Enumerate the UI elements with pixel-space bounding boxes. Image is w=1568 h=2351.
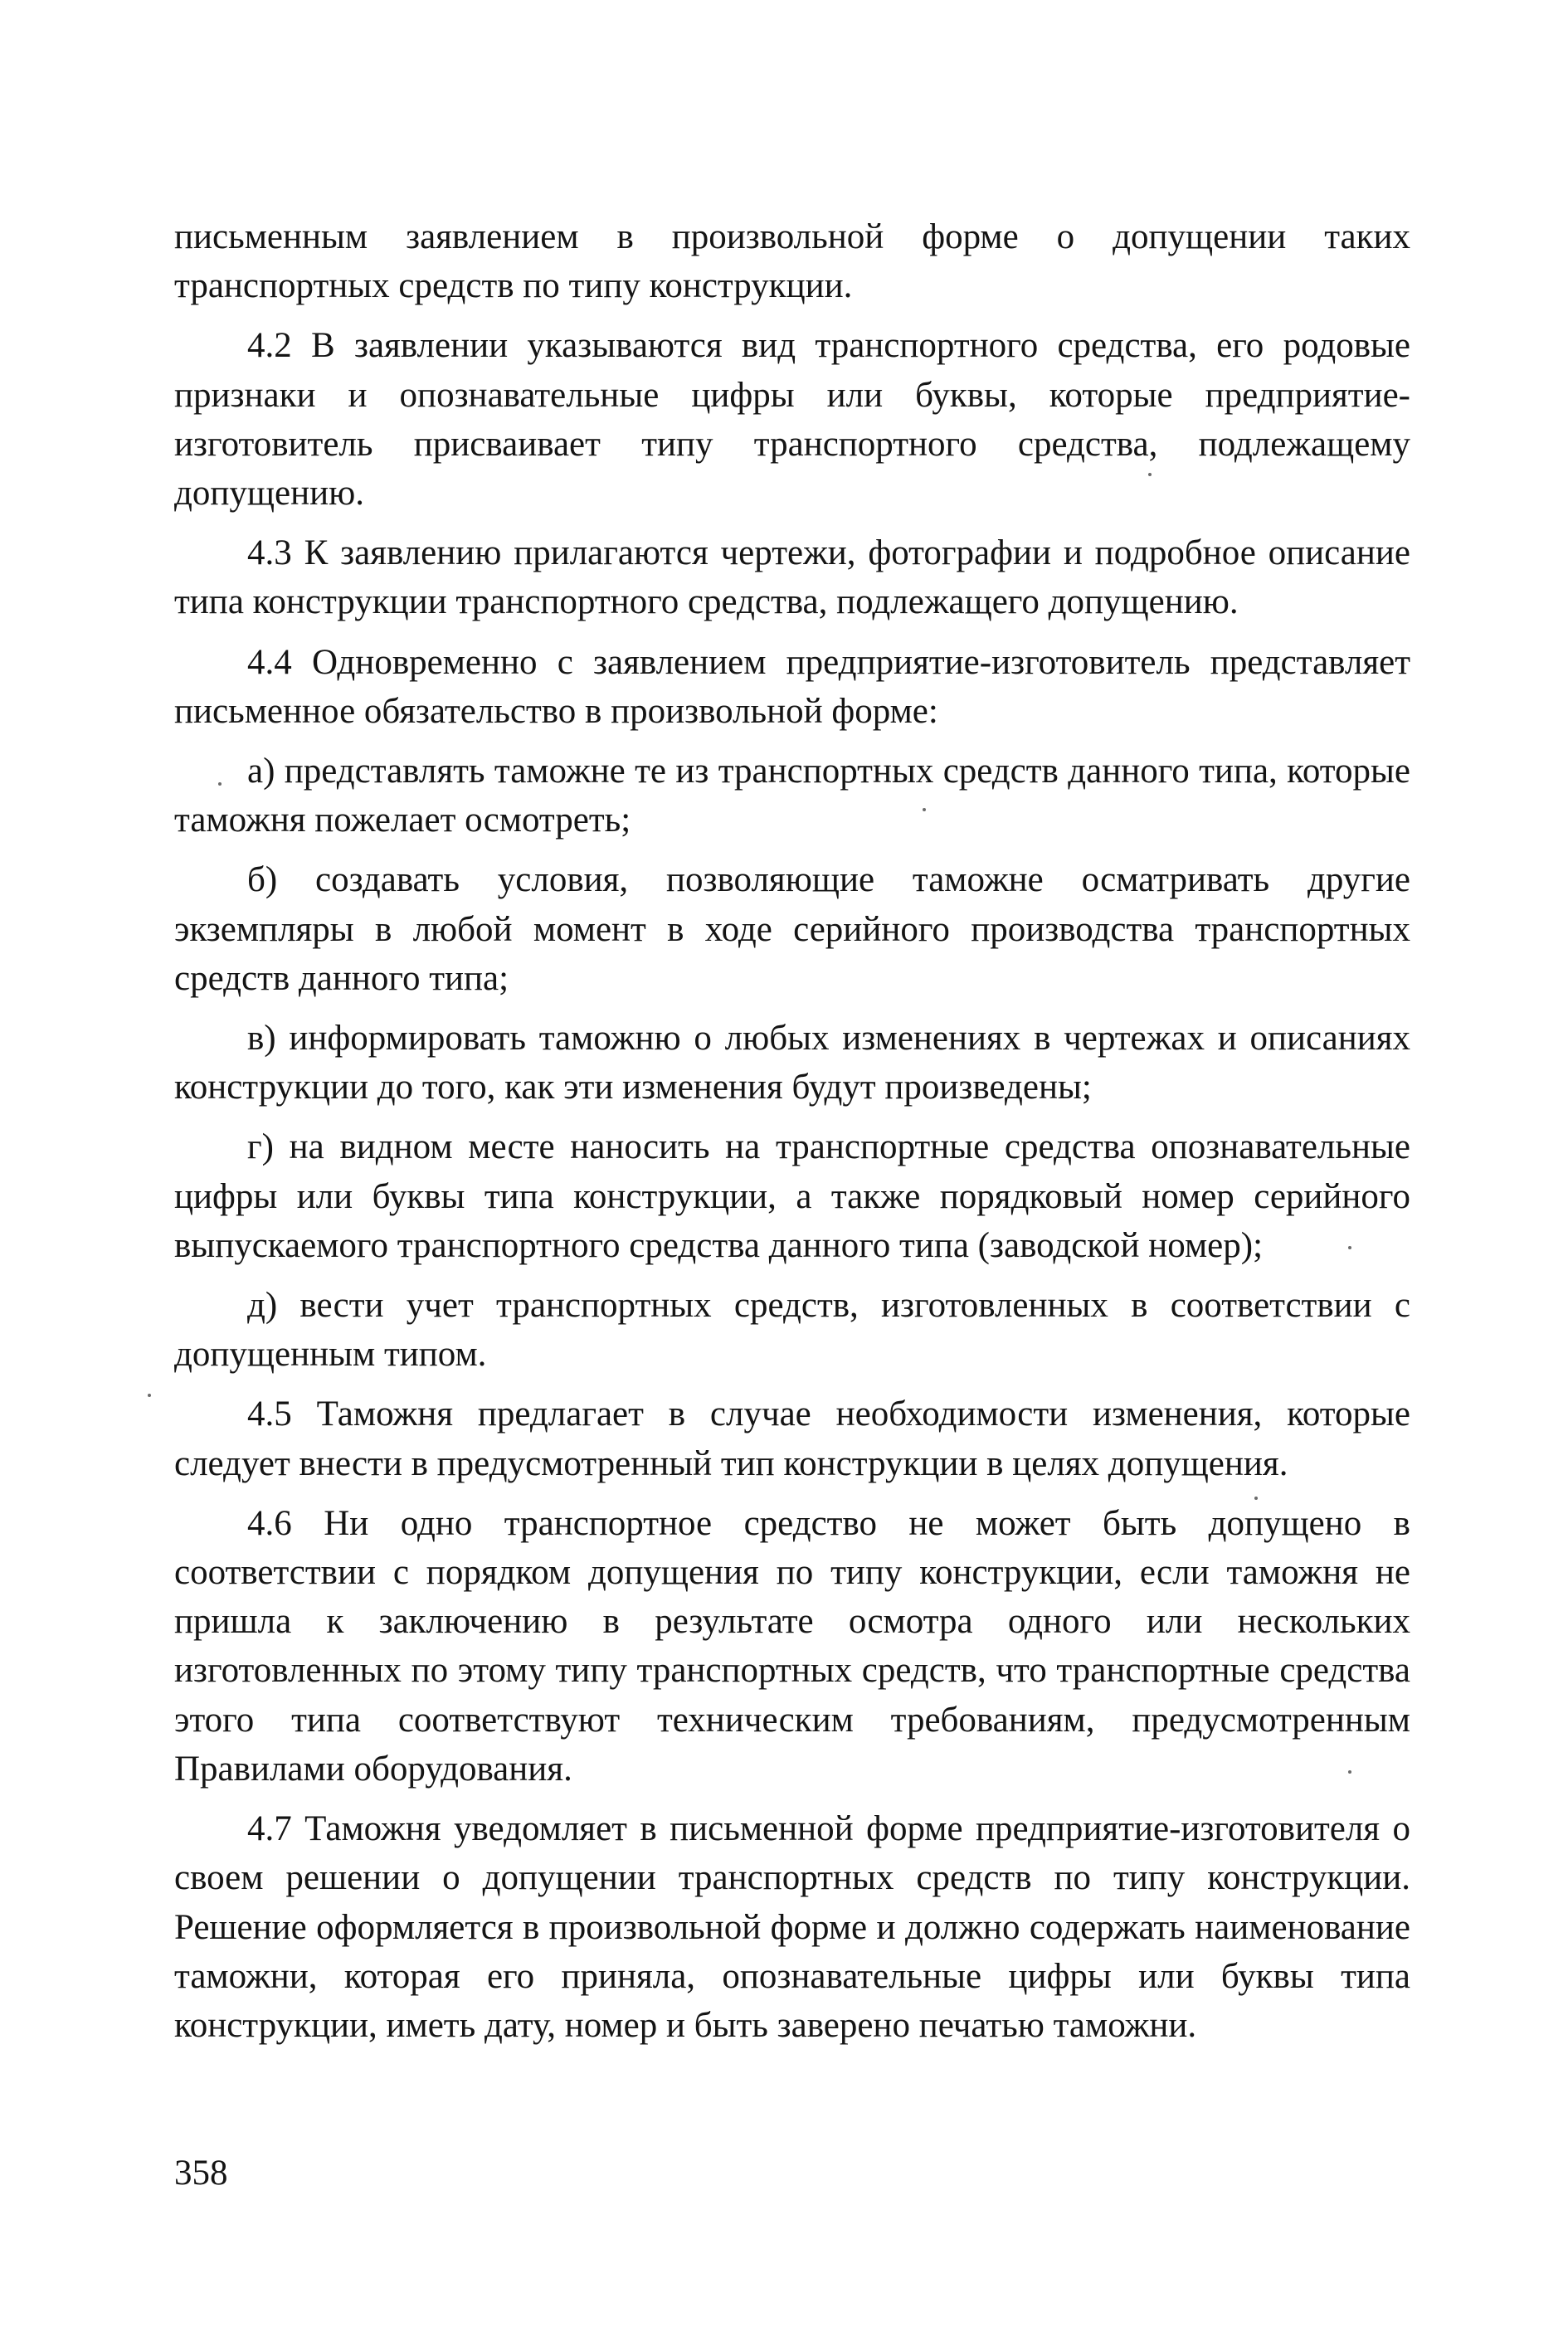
- scan-speck: [923, 808, 926, 811]
- paragraph-continuation: письменным заявлением в произвольной форме о допущении таких транспортных средств по типу конструкции.: [174, 217, 1410, 306]
- paragraph-4-3: 4.3 К заявлению прилагаются чертежи, фотографии и подробное описание типа конструкции транспортного средства, подлежащего допущению.: [174, 533, 1410, 622]
- scan-speck: [148, 1394, 151, 1397]
- body-text: [174, 212, 1410, 2061]
- paragraph-4-4: 4.4 Одновременно с заявлением предприятие-изготовитель представляет письменное обязательство в произвольной форме:: [174, 642, 1410, 731]
- list-item-g: г) на видном месте наносить на транспортные средства опознавательные цифры или буквы типа конструкции, а также порядковый номер серийного выпускаемого транспортного средства данного типа (заводской номер);: [174, 1127, 1410, 1265]
- scan-speck: [1254, 1497, 1258, 1500]
- scan-speck: [1348, 1246, 1351, 1249]
- paragraph-4-7: 4.7 Таможня уведомляет в письменной форме предприятие-изготовителя о своем решении о допущении транспортных средств по типу конструкции. Решение оформляется в произвольной форме и должно содержать наименование таможни, которая его приняла, опознавательные цифры или буквы типа конструкции, иметь дату, номер и быть заверено печатью таможни.: [174, 1809, 1410, 2045]
- paragraph-4-6: 4.6 Ни одно транспортное средство не может быть допущено в соответствии с порядком допущения по типу конструкции, если таможня не пришла к заключению в результате осмотра одного или нескольких изготовленных по этому типу транспортных средств, что транспортные средства этого типа соответствуют техническим требованиям, предусмотренным Правилами оборудования.: [174, 1503, 1410, 1789]
- list-item-d: д) вести учет транспортных средств, изготовленных в соответствии с допущенным типом.: [174, 1286, 1410, 1375]
- list-item-b: б) создавать условия, позволяющие таможне осматривать другие экземпляры в любой момент в ходе серийного производства транспортных средств данного типа;: [174, 860, 1410, 998]
- list-item-a: а) представлять таможне те из транспортных средств данного типа, которые таможня пожелает осмотреть;: [174, 752, 1410, 840]
- scan-speck: [218, 782, 222, 786]
- list-item-v: в) информировать таможню о любых изменениях в чертежах и описаниях конструкции до того, как эти изменения будут произведены;: [174, 1019, 1410, 1107]
- page-number: 358: [174, 2154, 228, 2193]
- scan-speck: [1148, 473, 1152, 476]
- paragraph-4-5: 4.5 Таможня предлагает в случае необходимости изменения, которые следует внести в предусмотренный тип конструкции в целях допущения.: [174, 1395, 1410, 1483]
- scan-speck: [1348, 1770, 1351, 1774]
- paragraph-4-2: 4.2 В заявлении указываются вид транспортного средства, его родовые признаки и опознавательные цифры или буквы, которые предприятие-изготовитель присваивает типу транспортного средства, подлежащему допущению.: [174, 326, 1410, 514]
